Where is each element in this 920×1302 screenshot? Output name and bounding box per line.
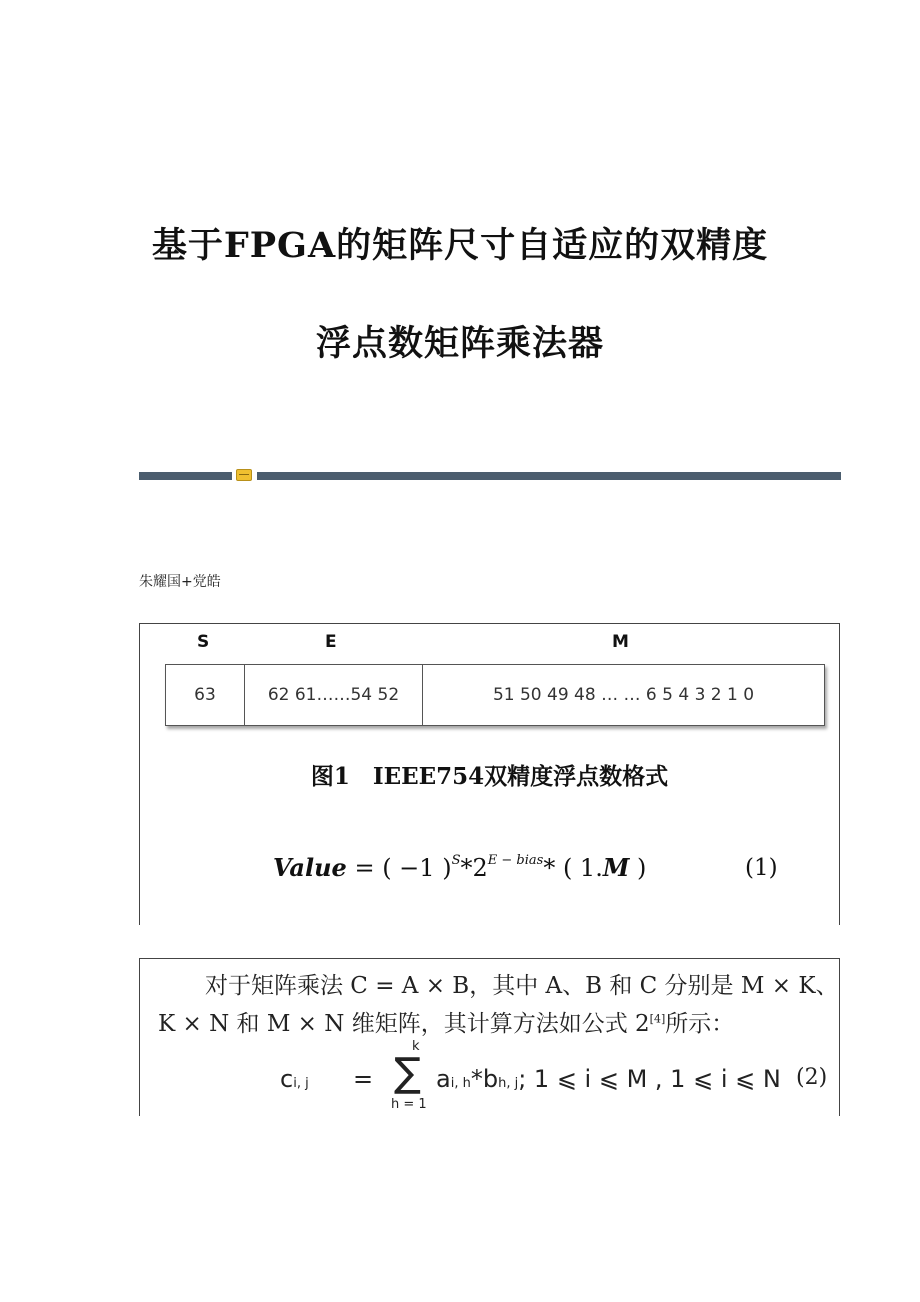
header-mantissa: M [612,632,629,652]
formula1-exp-s: S [451,853,461,868]
formula1-part1: ( −1 ) [382,854,452,882]
figure1-caption: 图1 IEEE754双精度浮点数格式 [310,763,669,790]
exponent-bits-cell: 62 61……54 52 [245,665,423,725]
formula2-lhs [280,1065,309,1093]
formula1-part4: ) [629,854,647,882]
formula1-lhs: Value [273,853,347,882]
header-exponent: E [325,632,337,652]
divider-bar-left [139,472,232,480]
title-line-1: 基于FPGA的矩阵尺寸自适应的双精度 [151,225,769,266]
figure-matrix-multiplication [139,958,840,1116]
formula2-c: c [280,1065,294,1093]
paragraph-line-2-suffix: 所示： [665,1011,735,1037]
equation-number-2: (2) [796,1065,828,1090]
formula1-part2: *2 [460,854,488,882]
sum-upper-limit: k [412,1039,420,1054]
sign-bit-cell: 63 [166,665,245,725]
equation-number-1: (1) [745,855,778,881]
formula2-conditions: ; 1 ⩽ i ⩽ M , 1 ⩽ i ⩽ N [518,1065,781,1093]
formula2-star-b: *b [470,1065,499,1093]
sigma-icon: ∑ [394,1050,421,1096]
formula1-exp-bias: E − bias [487,853,544,868]
formula2-equals: = [353,1065,374,1093]
paragraph-line-2-prefix: K × N 和 M × N 维矩阵，其计算方法如公式 2 [158,1011,650,1037]
formula1-mantissa: M [602,853,630,882]
formula2-b-sub: h, j [498,1076,519,1091]
authors: 朱耀国+党皓 [139,574,221,590]
divider-bar-right [257,472,841,480]
formula2-a-sub: i, h [450,1076,471,1091]
formula1-part3: * ( 1. [543,854,603,882]
paragraph-line-1: 对于矩阵乘法 C = A × B，其中 A、B 和 C 分别是 M × K、 [205,973,839,999]
section-divider [139,472,841,480]
citation-ref: [4] [649,1012,666,1026]
formula1-equals: = [346,854,383,882]
formula-2 [280,1039,781,1115]
formula2-a: a [436,1065,451,1093]
header-sign: S [197,632,210,652]
formula-1 [273,853,646,882]
divider-ornament-icon [236,469,252,481]
title-line-2: 浮点数矩阵乘法器 [315,323,604,364]
bit-layout-table [165,664,825,726]
mantissa-bits-cell: 51 50 49 48 … … 6 5 4 3 2 1 0 [492,685,755,705]
formula2-c-sub: i, j [293,1076,309,1091]
sum-lower-limit: h = 1 [391,1097,427,1112]
formula2-rhs [436,1065,781,1093]
paragraph-line-2 [158,1005,734,1038]
figure-ieee754-format [139,623,840,925]
